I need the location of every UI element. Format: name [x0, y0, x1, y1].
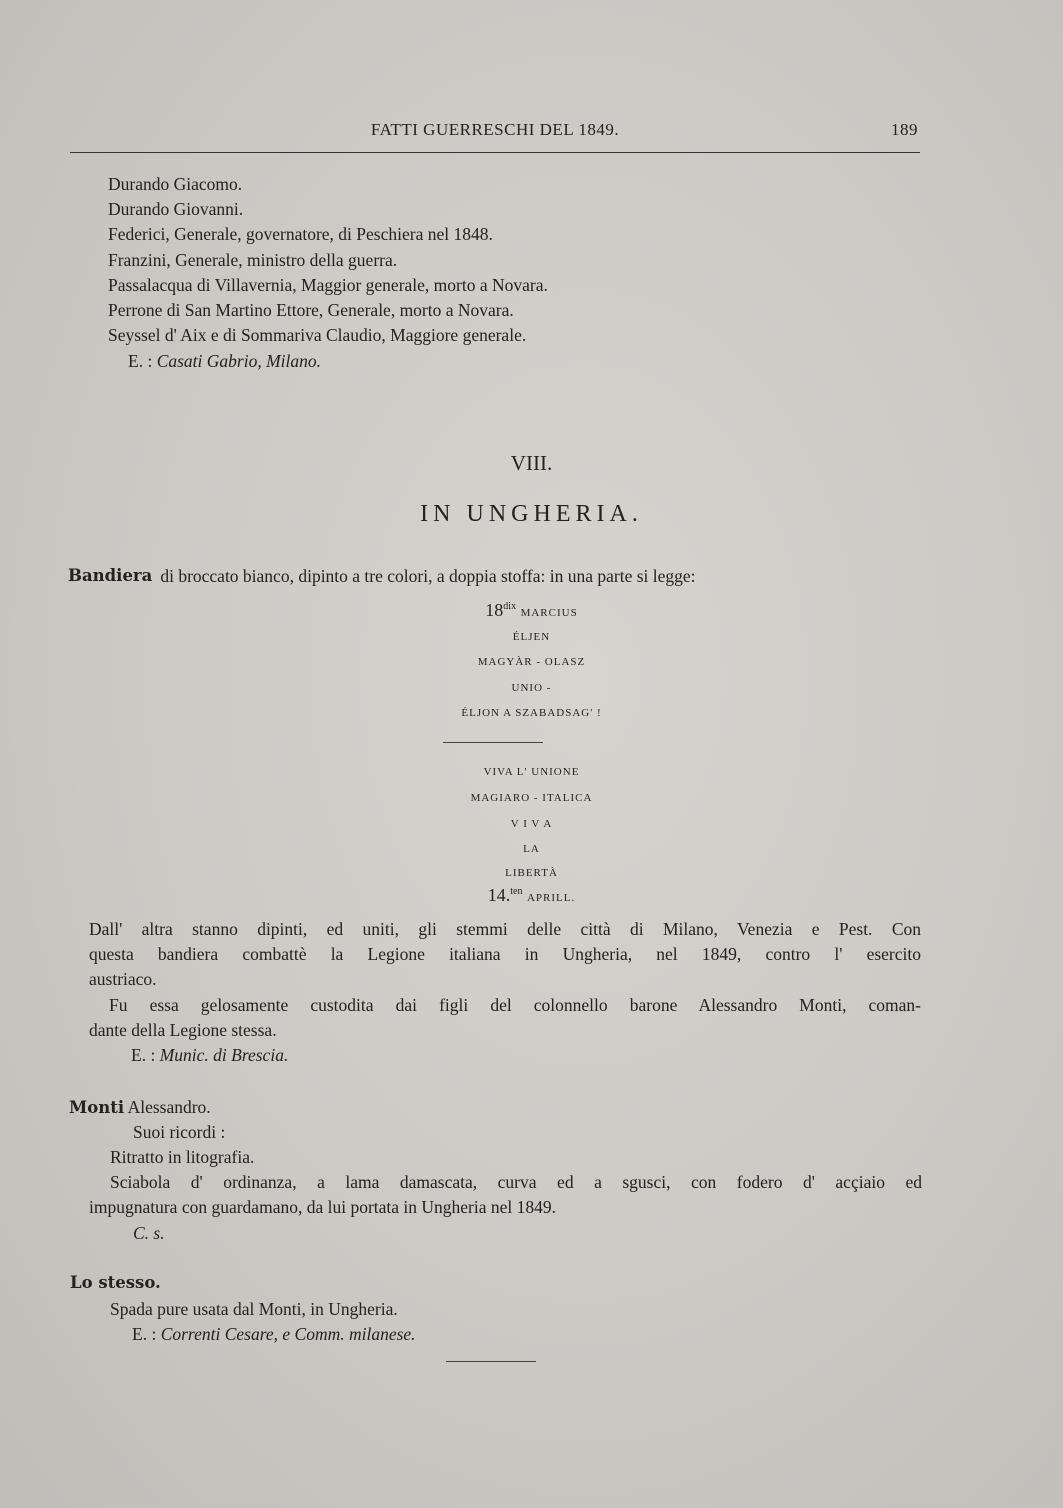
inscription-date [0, 600, 1063, 621]
inscription-divider [443, 742, 543, 743]
section-number: VIII. [510, 451, 553, 475]
name-entry: Seyssel d' Aix e di Sommariva Claudio, Maggiore generale. [108, 325, 527, 345]
exhibitor-line [128, 349, 321, 373]
monti-heading: Monti [69, 1098, 125, 1117]
paragraph-line: Dall' altra stanno dipinti, ed uniti, gli stemmi delle città di Milano, Venezia e Pest. Con [89, 919, 921, 939]
inscription-line: MAGYÀR - OLASZ [477, 656, 586, 668]
bandiera-description: di broccato bianco, dipinto a tre colori, a doppia stoffa: in una parte si legge: [160, 566, 696, 586]
name-entry: Federici, Generale, governatore, di Peschiera nel 1848. [108, 224, 493, 244]
exhibitor-line [131, 1043, 288, 1067]
inscription-line: V I V A [510, 818, 553, 830]
header-rule [70, 152, 920, 153]
paragraph-line: dante della Legione stessa. [89, 1020, 277, 1040]
exhibitor-name: Munic. di Brescia. [159, 1045, 289, 1065]
bandiera-paragraph-1 [89, 917, 921, 992]
name-entry: Durando Giovanni. [108, 199, 244, 219]
name-entry: Franzini, Generale, ministro della guerra. [108, 250, 398, 270]
inscription-line: LA [523, 843, 540, 855]
exhibitor-name: Correnti Cesare, e Comm. milanese. [160, 1324, 416, 1344]
section-title: IN UNGHERIA. [420, 501, 643, 527]
paragraph-line: Fu essa gelosamente custodita dai figli del colonnello barone Alessandro Monti, coman- [109, 995, 921, 1015]
bandiera-heading: Bandiera [68, 566, 153, 585]
name-entry: Perrone di San Martino Ettore, Generale, morto a Novara. [108, 300, 514, 320]
name-entry: Durando Giacomo. [108, 174, 243, 194]
exhibitor-prefix: E. : [128, 351, 153, 371]
paragraph-line: austriaco. [89, 969, 157, 989]
date-number: 18 [485, 600, 504, 620]
inscription-line: ÉLJON A SZABADSAG' ! [461, 707, 602, 719]
name-entry: Passalacqua di Villavernia, Maggior generale, morto a Novara. [108, 275, 548, 295]
date-superscript: dix [503, 601, 517, 612]
paragraph-line: questa bandiera combattè la Legione italiana in Ungheria, nel 1849, contro l' esercito [89, 944, 921, 964]
date-word: APRILL. [526, 892, 576, 904]
monti-line: Suoi ricordi : [133, 1122, 226, 1142]
inscription-line: MAGIARO - ITALICA [470, 792, 593, 804]
monti-name: Alessandro. [127, 1097, 211, 1117]
stesso-heading: Lo stesso. [70, 1273, 161, 1292]
stesso-line: Spada pure usata dal Monti, in Ungheria. [110, 1299, 398, 1319]
closing-rule [446, 1361, 536, 1362]
page-number: 189 [891, 120, 918, 139]
inscription-line: LIBERTÀ [505, 867, 558, 879]
inscription-line: VIVA L' UNIONE [483, 766, 580, 778]
inscription-line: UNIO - [511, 682, 552, 694]
monti-heading-line [69, 1095, 211, 1120]
date-number: 14. [487, 885, 511, 905]
date-word: MARCIUS [520, 607, 578, 619]
date-superscript: ten [510, 886, 523, 897]
exhibitor-prefix: E. : [131, 1045, 156, 1065]
bandiera-line [68, 564, 920, 588]
bandiera-paragraph-2 [89, 993, 921, 1043]
exhibitor-prefix: E. : [132, 1324, 157, 1344]
monti-exhibitor: C. s. [133, 1223, 165, 1243]
header-title: FATTI GUERRESCHI DEL 1849. [370, 120, 620, 139]
exhibitor-line [132, 1322, 416, 1346]
monti-line: Sciabola d' ordinanza, a lama damascata, curva ed a sgusci, con fodero d' acçiaio ed [110, 1172, 922, 1192]
inscription-date [0, 885, 1063, 906]
monti-line: impugnatura con guardamano, da lui portata in Ungheria nel 1849. [89, 1197, 557, 1217]
inscription-line: ÉLJEN [512, 631, 551, 643]
exhibitor-name: Casati Gabrio, Milano. [156, 351, 322, 371]
monti-line: Ritratto in litografia. [110, 1147, 255, 1167]
running-header [70, 116, 920, 146]
